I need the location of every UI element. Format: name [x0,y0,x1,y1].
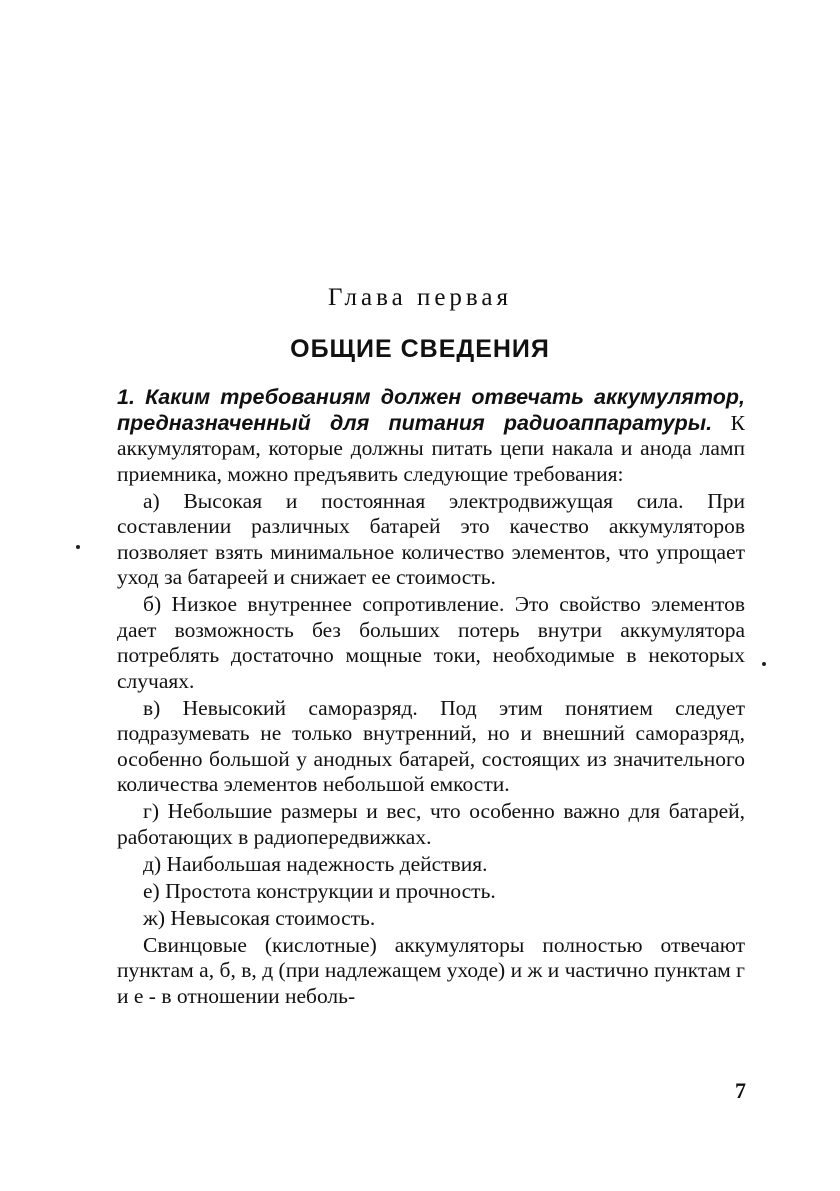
page-number: 7 [735,1078,746,1103]
scan-speck [76,545,80,549]
requirement-e: е) Простота конструкции и прочность. [143,878,496,903]
chapter-title: ОБЩИЕ СВЕДЕНИЯ [290,335,550,363]
page-body [117,385,745,1011]
requirement-g: г) Небольшие размеры и вес, что особенно важно для батарей, работающих в радиопередвижках. [117,799,745,849]
section-paragraph [117,385,745,487]
chapter-label: Глава первая [327,284,512,311]
requirement-a: а) Высокая и постоянная электродвижущая сила. При составлении различных батарей это качество аккумуляторов позволяет взять минимальное количество элементов, что упрощает уход за батареей и снижает ее стоимость. [117,488,745,589]
requirement-b: б) Низкое внутреннее сопротивление. Это свойство элементов дает возможность без больших потерь внутри аккумулятора потреблять достаточно мощные токи, необходимые в некоторых случаях. [117,592,745,693]
section-intro: К аккумуляторам, которые должны питать цепи накала и анода ламп приемника, можно предъявить следующие требования: [117,410,746,486]
requirement-d: д) Наибольшая надежность действия. [143,851,488,876]
scan-speck [762,662,766,666]
section-title: 1. Каким требованиям должен отвечать аккумулятор, предназначенный для питания радиоаппаратуры. [117,385,745,435]
requirement-v: в) Невысокий саморазряд. Под этим понятием следует подразумевать не только внутренний, но и внешний саморазряд, особенно большой у анодных батарей, состоящих из значительного количества элементов небольшой емкости. [117,695,745,796]
requirement-zh: ж) Невысокая стоимость. [143,905,376,930]
closing-paragraph: Свинцовые (кислотные) аккумуляторы полностью отвечают пунктам а, б, в, д (при надлежащем уходе) и ж и частично пунктам г и е - в отношении неболь- [117,932,745,1008]
